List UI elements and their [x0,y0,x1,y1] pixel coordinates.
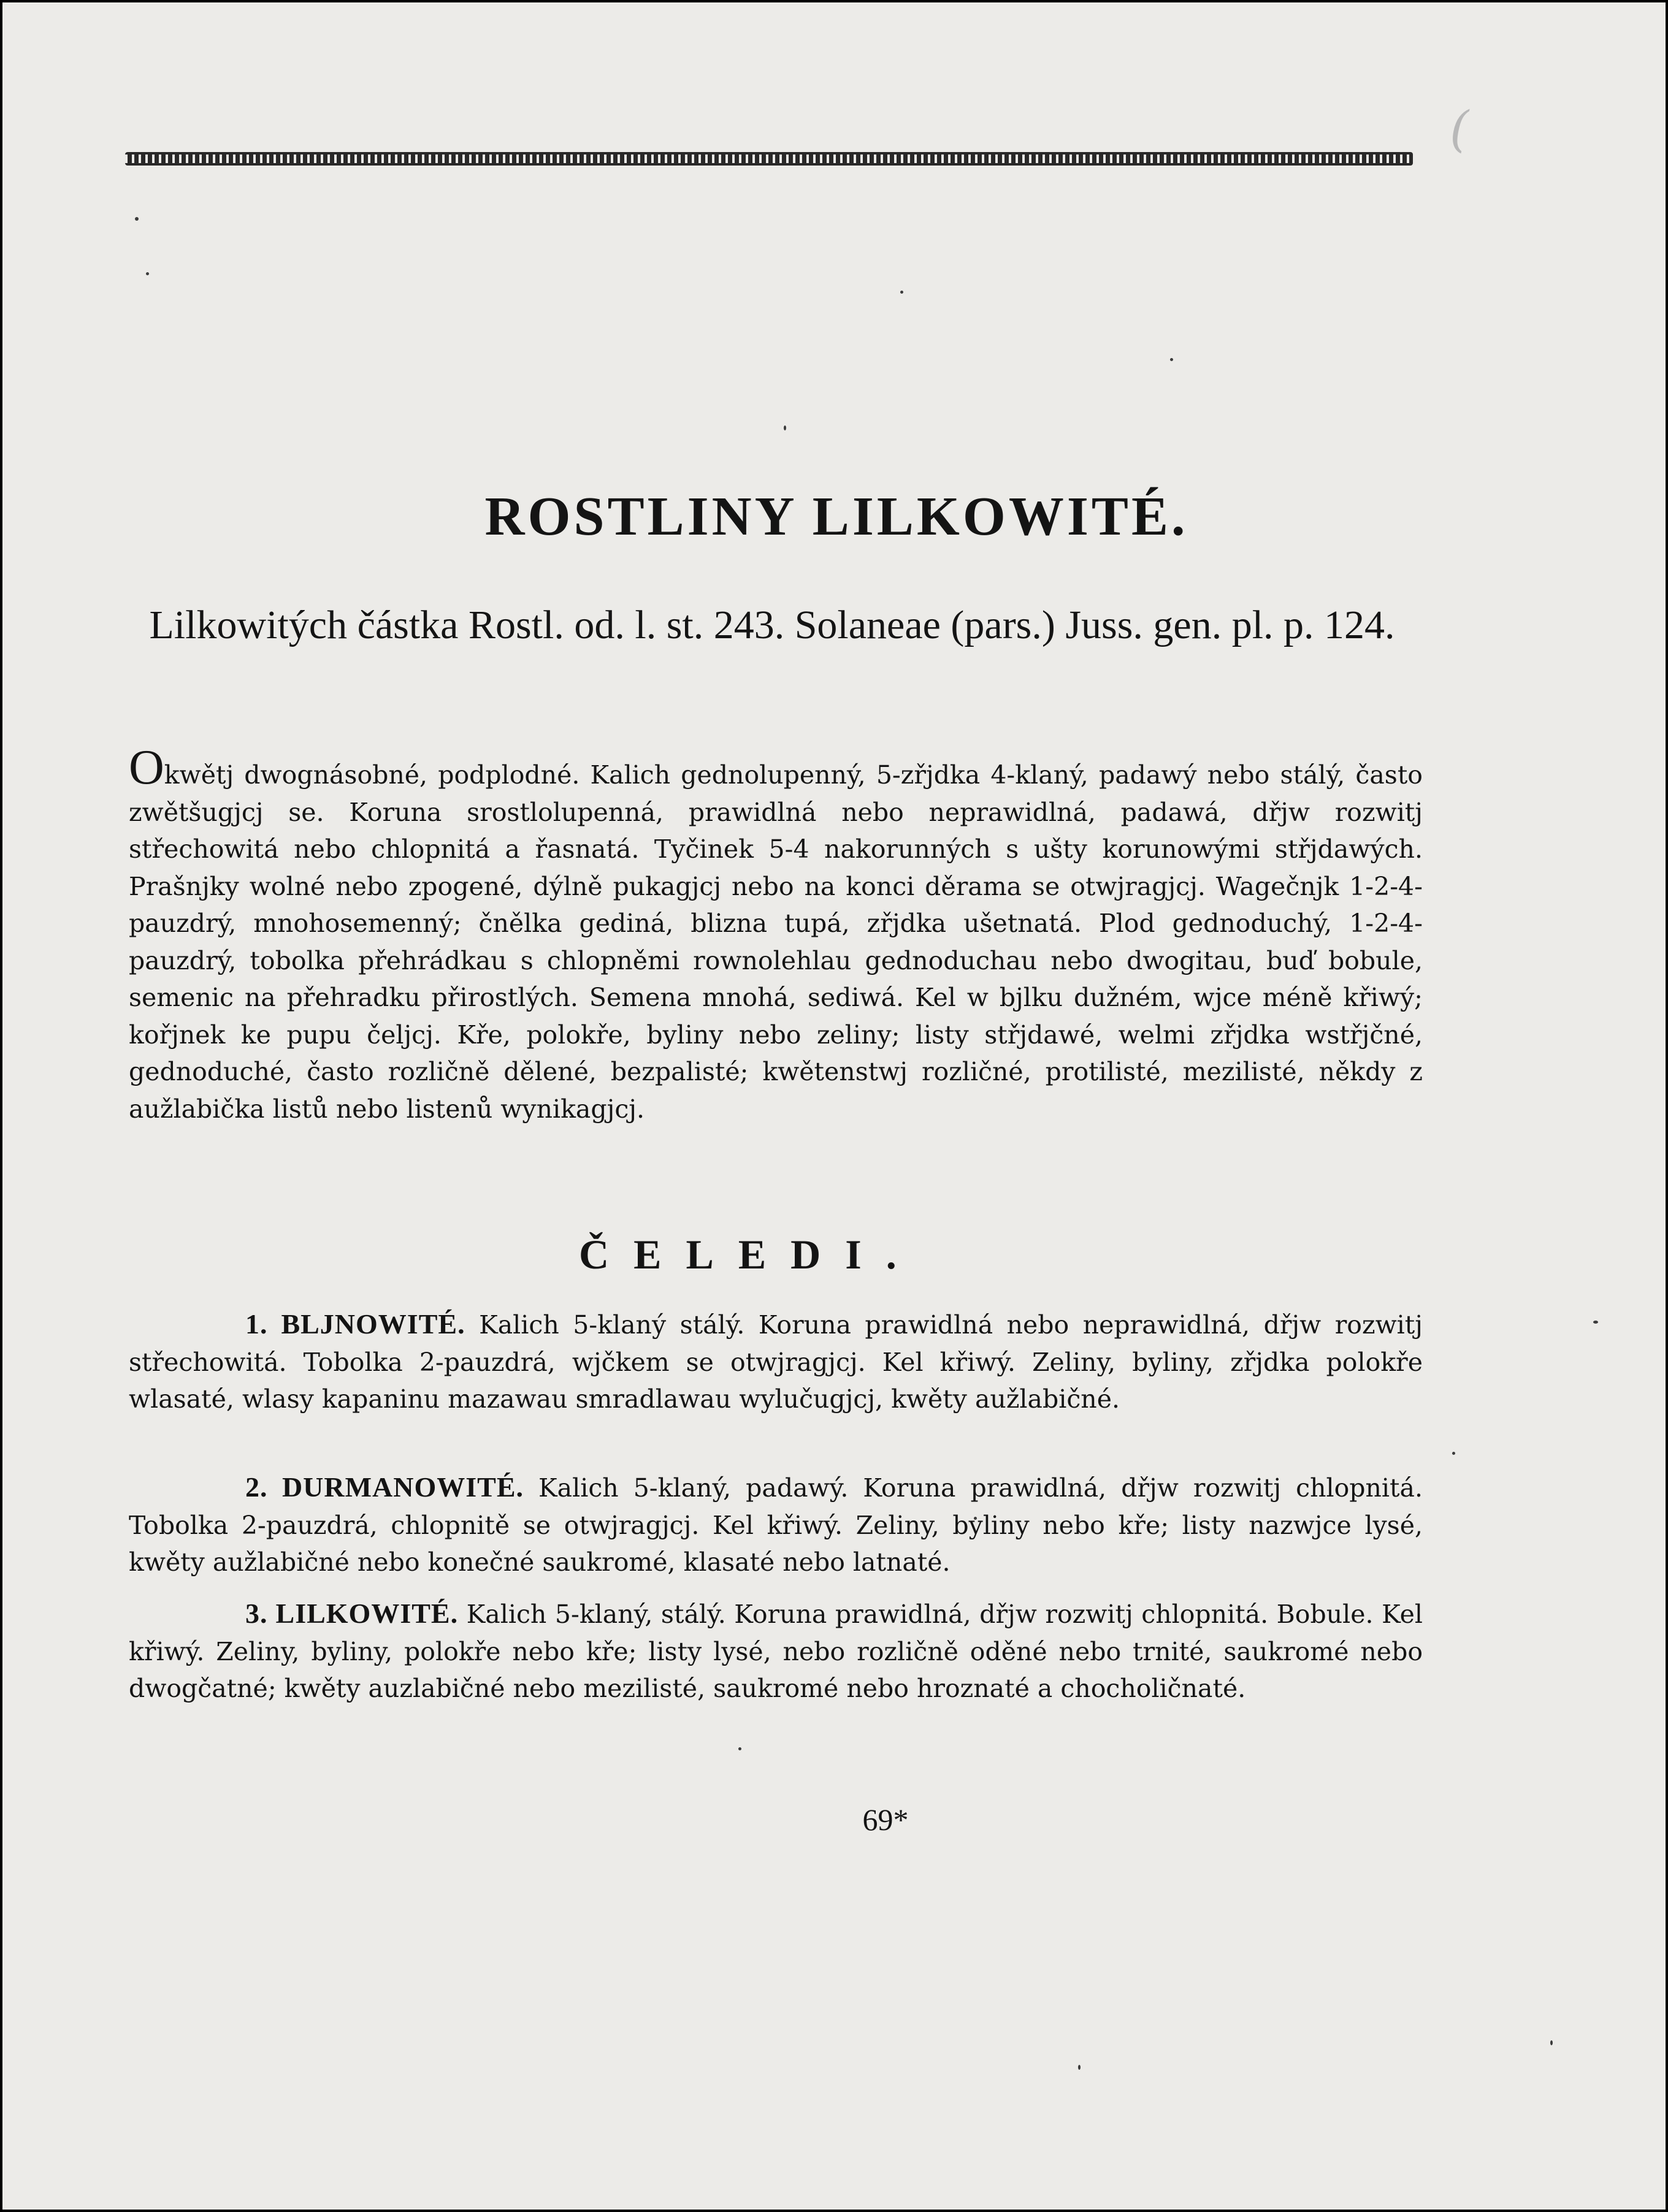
family-entry [129,1595,1423,1707]
section-heading: ČELEDI. [579,1231,921,1278]
margin-pencil-mark: ( [1450,101,1469,158]
print-speck [135,217,139,221]
page-subtitle: Lilkowitých částka Rostl. od. l. st. 243. Solaneae (pars.) Juss. gen. pl. p. 124. [149,603,1395,647]
family-name: 3. LILKOWITÉ. [245,1598,459,1629]
order-description [129,741,1423,1127]
family-text: Kalich 5-klaný, stálý. Koruna prawidlná, dřjw rozwitj chlopnitá. Bobule. Kel křiwý. Zeliny, byliny, polokře nebo kře; listy lysé, nebo rozličně oděné nebo trnité, saukromé nebo dwogčatné; kwěty auzlabičné nebo mezilisté, saukromé nebo hroznaté a chocholičnaté. [129,1600,1423,1703]
paper-sheet [2,2,1666,2210]
print-speck [1550,2040,1553,2045]
page-title: ROSTLINY LILKOWITÉ. [484,486,1188,547]
family-entry [129,1469,1423,1581]
print-speck [900,291,903,294]
print-speck [1452,1452,1455,1455]
print-speck [1078,2065,1081,2070]
family-text: Kalich 5-klaný, padawý. Koruna prawidlná, dřjw rozwitj chlopnitá. Tobolka 2-pauzdrá, chlopnitě se otwjragjcj. Kel křiwý. Zeliny, byliny nebo kře; listy nazwjce lysé, kwěty aužlabičné nebo konečné saukromé, klasaté nebo latnaté. [129,1473,1423,1577]
print-speck [738,1747,741,1750]
print-speck [1170,358,1173,361]
family-entry [129,1306,1423,1418]
page-number: 69* [862,1802,909,1837]
family-name: 2. DURMANOWITÉ. [245,1471,524,1503]
decorative-rule-pattern [125,154,1413,163]
print-speck [1593,1321,1598,1324]
family-name: 1. BLJNOWITÉ. [245,1308,465,1340]
print-speck [146,272,149,275]
description-text: kwětj dwognásobné, podplodné. Kalich gednolupenný, 5-zřjdka 4-klaný, padawý nebo stálý, často zwětšugjcj se. Koruna srostlolupenná, prawidlná nebo neprawidlná, padawá, dřjw rozwitj střechowitá nebo chlopnitá a řasnatá. Tyčinek 5-4 nakorunných s ušty korunowými střjdawých. Prašnjky wolné nebo zpogené, dýlně pukagjcj nebo na konci děrama se otwjragjcj. Wagečnjk 1-2-4-pauzdrý, mnohosemenný; čnělka gediná, blizna tupá, zřjdka ušetnatá. Plod gednoduchý, 1-2-4-pauzdrý, tobolka přehrádkau s chlopněmi rownolehlau gednoduchau nebo dwogitau, buď bobule, semenic na přehradku přirostlých. Semena mnohá, sediwá. Kel w bjlku dužném, wjce méně křiwý; kořjnek ke pupu čeljcj. Kře, polokře, byliny nebo zeliny; listy střjdawé, welmi zřjdka wstřjčné, gednoduché, často rozličně dělené, bezpalisté; kwětenstwj rozličné, protilisté, mezilisté, někdy z aužlabička listů nebo listenů wynikagjcj. [129,760,1423,1124]
drop-initial: O [129,741,164,795]
family-text: Kalich 5-klaný stálý. Koruna prawidlná nebo neprawidlná, dřjw rozwitj střechowitá. Tobolka 2-pauzdrá, wjčkem se otwjragjcj. Kel křiwý. Zeliny, byliny, zřjdka polokře wlasaté, wlasy kapaninu mazawau smradlawau wylučugjcj, kwěty aužlabičné. [129,1310,1423,1414]
print-speck [784,425,786,430]
